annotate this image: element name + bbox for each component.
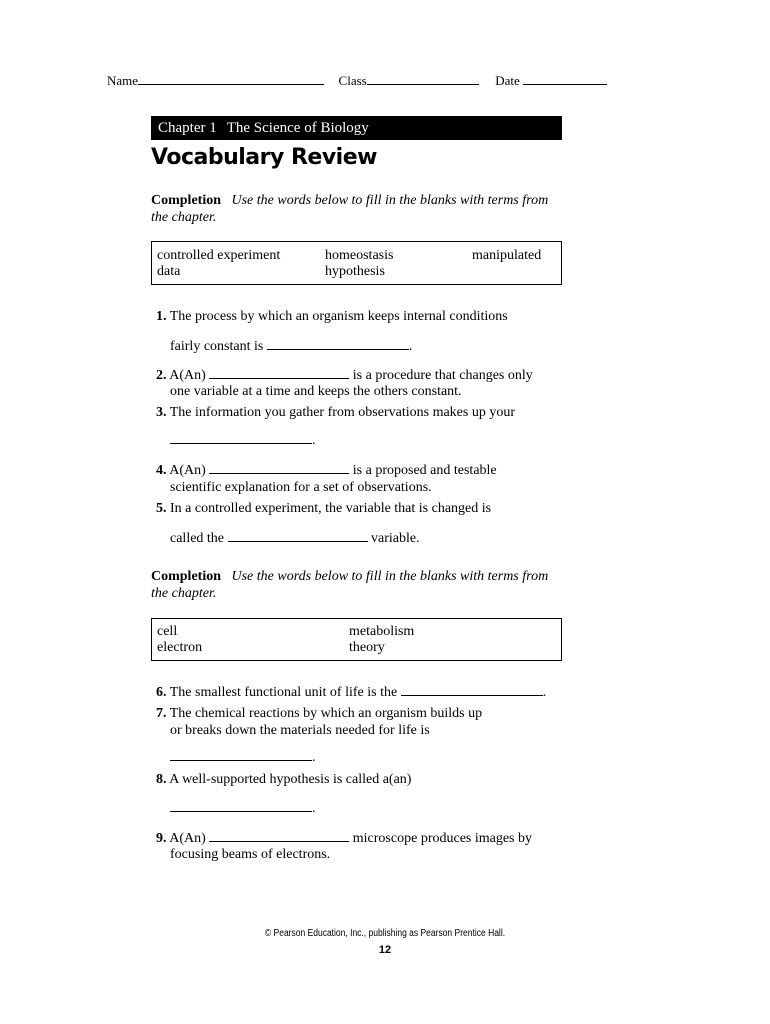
- word-bank-term: metabolism: [349, 624, 415, 639]
- question-text: A(An): [169, 368, 206, 383]
- section2-instructions: [151, 568, 566, 602]
- instruction-label: Completion: [151, 569, 221, 584]
- question-text: A(An): [169, 463, 206, 478]
- name-label: Name: [107, 73, 139, 88]
- word-bank-term: hypothesis: [325, 264, 385, 279]
- question-5-line2: [156, 529, 420, 547]
- question-1-line2: [156, 337, 412, 355]
- question-number: 2.: [156, 368, 167, 383]
- question-text: is a proposed and testable: [352, 463, 497, 478]
- question-text: A(An): [169, 831, 206, 846]
- date-field[interactable]: [523, 73, 607, 85]
- question-6: [156, 683, 546, 701]
- question-4: [156, 461, 497, 479]
- question-text: The chemical reactions by which an organism builds up: [169, 706, 483, 721]
- question-7: [156, 705, 482, 722]
- question-5: [156, 500, 491, 517]
- instruction-label: Completion: [151, 193, 221, 208]
- word-bank-term: cell: [157, 624, 178, 639]
- punctuation: .: [542, 685, 547, 700]
- question-2-line2: [156, 383, 462, 400]
- question-8-line2: [156, 799, 316, 817]
- question-1: [156, 308, 508, 325]
- question-number: 4.: [156, 463, 167, 478]
- copyright-notice: © Pearson Education, Inc., publishing as Pearson Prentice Hall.: [264, 928, 506, 939]
- word-bank-term: electron: [157, 640, 203, 655]
- question-text: microscope produces images by: [352, 831, 533, 846]
- answer-blank-4[interactable]: [209, 461, 349, 474]
- question-number: 8.: [156, 772, 167, 787]
- answer-blank-3[interactable]: [170, 431, 312, 444]
- question-text: variable.: [371, 531, 420, 546]
- question-4-line2: [156, 479, 432, 496]
- answer-blank-1[interactable]: [267, 337, 409, 350]
- question-text: fairly constant is: [170, 339, 264, 354]
- question-number: 7.: [156, 706, 167, 721]
- question-text: focusing beams of electrons.: [170, 847, 331, 862]
- question-9: [156, 829, 532, 847]
- class-label: Class: [338, 73, 367, 88]
- instruction-text: Use the words below to fill in the blanks with terms from the chapter.: [151, 193, 549, 225]
- chapter-title: The Science of Biology: [226, 120, 369, 136]
- question-text: A well-supported hypothesis is called a(an): [169, 772, 412, 787]
- answer-blank-8[interactable]: [170, 799, 312, 812]
- word-bank-term: homeostasis: [325, 248, 394, 263]
- question-text: In a controlled experiment, the variable that is changed is: [170, 501, 492, 516]
- question-7-line2: [156, 722, 430, 739]
- question-8: [156, 771, 411, 788]
- question-text: or breaks down the materials needed for life is: [170, 723, 430, 738]
- punctuation: .: [408, 339, 413, 354]
- word-bank-1: [151, 241, 562, 285]
- word-bank-term: data: [157, 264, 181, 279]
- date-label: Date: [495, 73, 520, 88]
- question-number: 9.: [156, 831, 167, 846]
- question-number: 5.: [156, 501, 167, 516]
- page-title: Vocabulary Review: [151, 145, 377, 170]
- answer-blank-5[interactable]: [228, 529, 368, 542]
- question-7-line3: [156, 748, 316, 766]
- punctuation: .: [312, 801, 316, 816]
- question-text: is a procedure that changes only: [352, 368, 533, 383]
- student-info-line: [107, 73, 607, 89]
- word-bank-term: theory: [349, 640, 385, 655]
- question-text: called the: [170, 531, 225, 546]
- answer-blank-9[interactable]: [209, 829, 349, 842]
- punctuation: .: [312, 433, 316, 448]
- name-field[interactable]: [138, 73, 324, 85]
- question-number: 1.: [156, 309, 167, 324]
- question-text: The smallest functional unit of life is the: [169, 685, 398, 700]
- chapter-banner: [151, 116, 562, 140]
- question-text: one variable at a time and keeps the others constant.: [170, 384, 462, 399]
- answer-blank-6[interactable]: [401, 683, 543, 696]
- question-number: 6.: [156, 685, 167, 700]
- chapter-number: Chapter 1: [158, 120, 217, 136]
- question-9-line2: [156, 846, 330, 863]
- section1-instructions: [151, 192, 566, 226]
- word-bank-term: controlled experiment: [157, 248, 281, 263]
- question-text: The process by which an organism keeps internal conditions: [169, 309, 508, 324]
- answer-blank-7[interactable]: [170, 748, 312, 761]
- question-text: The information you gather from observations makes up your: [169, 405, 515, 420]
- question-3: [156, 404, 515, 421]
- question-text: scientific explanation for a set of observations.: [170, 480, 432, 495]
- question-2: [156, 366, 533, 384]
- punctuation: .: [312, 750, 316, 765]
- word-bank-2: [151, 618, 562, 661]
- instruction-text: Use the words below to fill in the blanks with terms from the chapter.: [151, 569, 549, 601]
- word-bank-term: manipulated: [472, 248, 542, 263]
- page-number: 12: [378, 944, 392, 956]
- question-number: 3.: [156, 405, 167, 420]
- class-field[interactable]: [367, 73, 479, 85]
- question-3-line2: [156, 431, 316, 449]
- answer-blank-2[interactable]: [209, 366, 349, 379]
